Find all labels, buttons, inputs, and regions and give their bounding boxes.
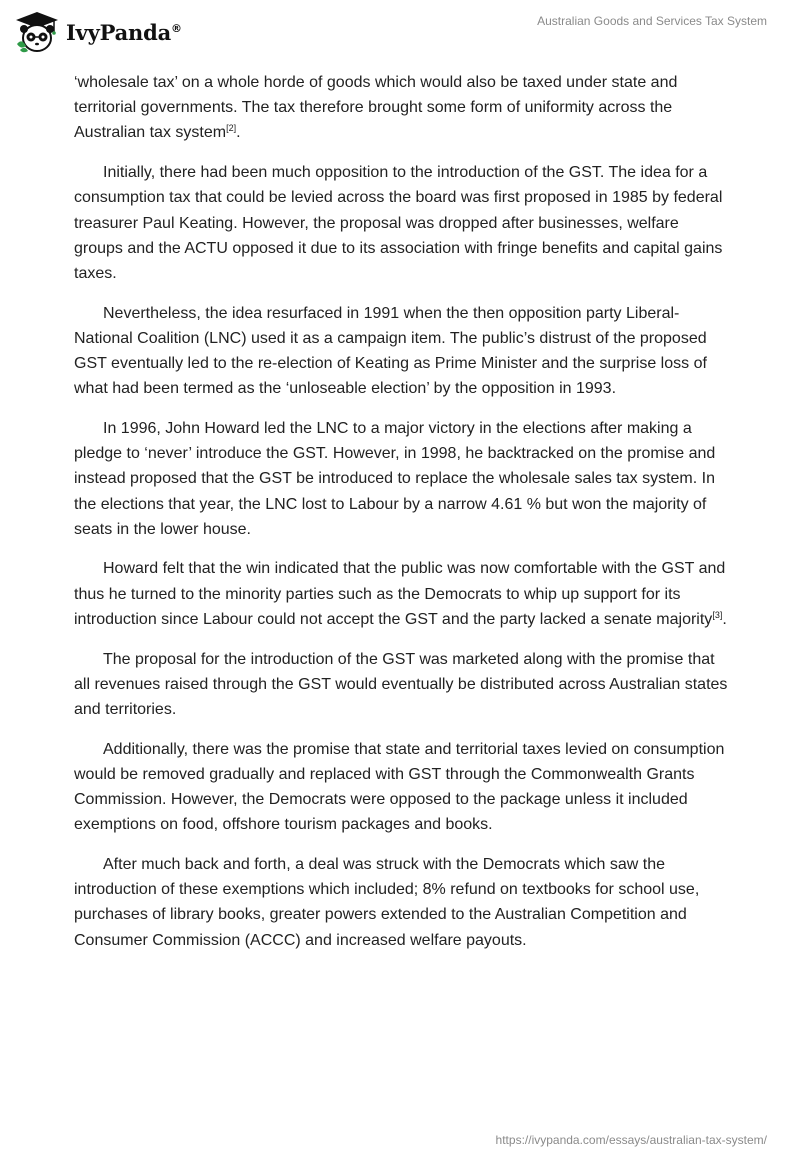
footnote-reference[interactable]: [3] — [712, 609, 723, 620]
paragraph-text: In 1996, John Howard led the LNC to a major victory in the elections after making a pledge to ‘never’ introduce the GST. However, in 1998, he backtracked on the promise and instead proposed that the GST be introduced to replace the wholesale sales tax system. In the elections that year, the LNC lost to Labour by a narrow 4.61 % but won the majority of seats in the lower house. — [74, 419, 716, 538]
body-paragraph — [74, 556, 728, 632]
paragraph-text-tail: . — [722, 610, 727, 628]
body-paragraph — [74, 647, 728, 723]
body-paragraph — [74, 737, 728, 838]
paragraph-text-tail: . — [236, 124, 241, 142]
footnote-reference[interactable]: [2] — [226, 123, 237, 134]
document-title: Australian Goods and Services Tax System — [537, 14, 767, 28]
paragraph-text: Howard felt that the win indicated that the public was now comfortable with the GST and thus he turned to the minority parties such as the Democrats to whip up support for its introduction since Labour could not accept the GST and the party lacked a senate majority — [74, 560, 726, 628]
ivypanda-logo[interactable] — [14, 10, 182, 54]
source-url[interactable]: https://ivypanda.com/essays/australian-tax-system/ — [495, 1133, 767, 1147]
paragraph-text: The proposal for the introduction of the GST was marketed along with the promise that all revenues raised through the GST would eventually be distributed across Australian states and territories. — [74, 650, 728, 718]
body-paragraph — [74, 852, 728, 953]
page-header — [0, 0, 800, 66]
paragraph-text: Nevertheless, the idea resurfaced in 1991 when the then opposition party Liberal-National Coalition (LNC) used it as a campaign item. The public’s distrust of the proposed GST eventually led to the re-election of Keating as Prime Minister and the surprise loss of what had been termed as the ‘unloseable election’ by the opposition in 1993. — [74, 304, 707, 398]
body-paragraph — [74, 416, 728, 542]
paragraph-text: Additionally, there was the promise that state and territorial taxes levied on consumption would be removed gradually and replaced with GST through the Commonwealth Grants Commission. However, the Democrats were opposed to the package unless it included exemptions on food, offshore tourism packages and books. — [74, 740, 725, 834]
paragraph-text: Initially, there had been much opposition to the introduction of the GST. The idea for a consumption tax that could be levied across the board was first proposed in 1985 by federal treasurer Paul Keating. However, the proposal was dropped after businesses, welfare groups and the ACTU opposed it due to its association with fringe benefits and capital gains taxes. — [74, 164, 723, 282]
body-paragraph — [74, 301, 728, 402]
panda-graduate-logo-icon — [14, 10, 60, 54]
paragraph-text: ‘wholesale tax’ on a whole horde of goods which would also be taxed under state and territorial governments. The tax therefore brought some form of uniformity across the Australian tax system — [74, 74, 678, 142]
paragraph-text: After much back and forth, a deal was struck with the Democrats which saw the introduction of these exemptions which included; 8% refund on textbooks for school use, purchases of library books, greater powers extended to the Australian Competition and Consumer Commission (ACCC) and increased welfare payouts. — [74, 855, 700, 949]
essay-body — [74, 70, 728, 967]
body-paragraph — [74, 160, 728, 286]
body-paragraph — [74, 70, 728, 146]
logo-wordmark: IvyPanda® — [66, 19, 182, 45]
